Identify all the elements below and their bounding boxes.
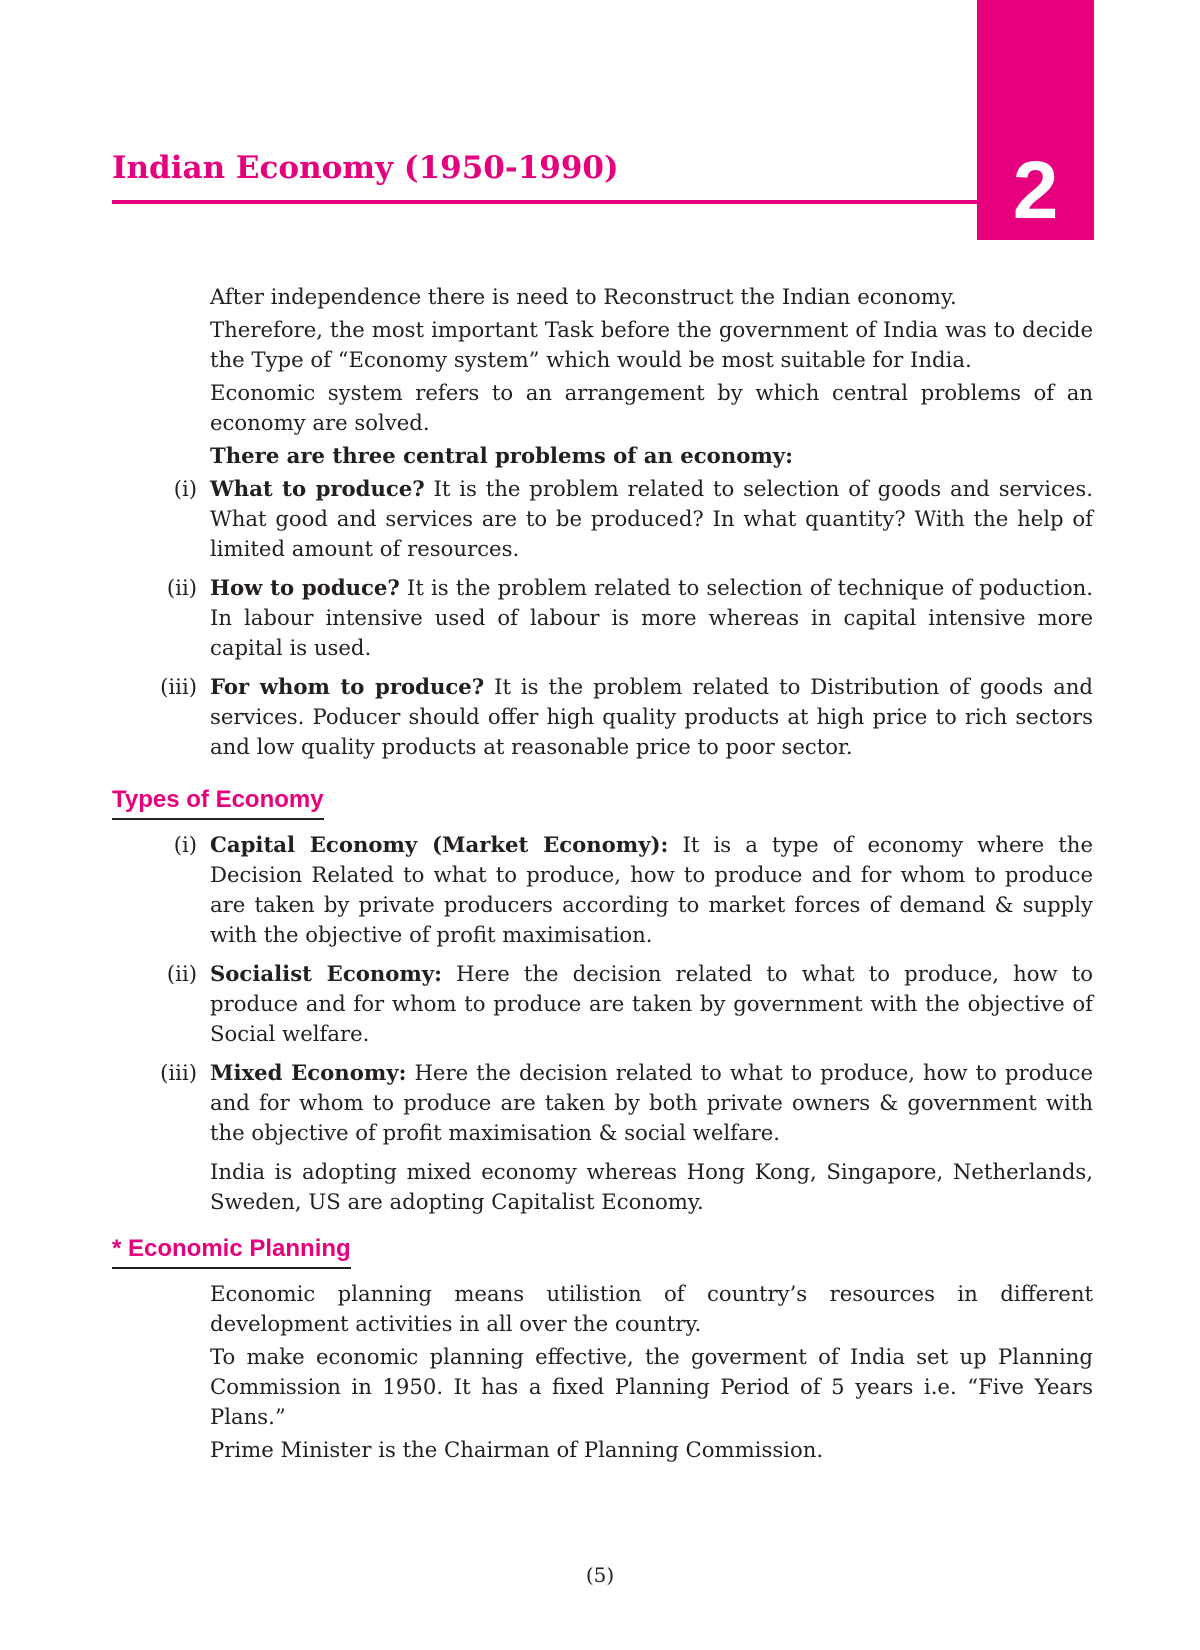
- item-text: Here the decision related to what to produce, how to produce and for whom to produce are taken by government with the objective of Social welfare.: [210, 961, 1093, 1046]
- intro-paragraph: Economic system refers to an arrangement by which central problems of an economy are solved.: [210, 380, 1093, 435]
- page-number: (5): [585, 1563, 615, 1587]
- item-number: (i): [173, 476, 197, 501]
- item-text: It is the problem related to selection of goods and services. What good and services are to be produced? In what quantity? With the help of limited amount of resources.: [210, 476, 1093, 561]
- item-term: Capital Economy (Market Economy):: [210, 832, 669, 857]
- central-problem-item: [166, 573, 1093, 663]
- item-text: It is the problem related to Distribution of goods and services. Poducer should offer high quality products at high price to rich sectors and low quality products at reasonable price to poor sector.: [210, 674, 1093, 759]
- item-number: (iii): [160, 674, 197, 699]
- economy-type-item: [173, 830, 1093, 950]
- item-term: For whom to produce?: [210, 674, 485, 699]
- item-term: How to poduce?: [210, 575, 400, 600]
- item-number: (i): [173, 832, 197, 857]
- intro-paragraph: Therefore, the most important Task before the government of India was to decide the Type of “Economy system” which would be most suitable for India.: [210, 317, 1093, 372]
- planning-paragraph: To make economic planning effective, the goverment of India set up Planning Commission in 1950. It has a fixed Planning Period of 5 years i.e. “Five Years Plans.”: [210, 1344, 1093, 1429]
- chapter-number-box: [977, 0, 1094, 240]
- central-problems-lead: There are three central problems of an economy:: [210, 443, 793, 468]
- item-term: Mixed Economy:: [210, 1060, 407, 1085]
- central-problem-item: [160, 672, 1093, 762]
- title-underline: [112, 200, 978, 204]
- page-content: [112, 282, 1093, 1468]
- economy-type-item: [166, 959, 1093, 1049]
- planning-paragraph: Prime Minister is the Chairman of Planning Commission.: [210, 1437, 824, 1462]
- chapter-number: 2: [1012, 145, 1059, 236]
- economy-type-item: [160, 1058, 1093, 1148]
- item-text: Here the decision related to what to produce, how to produce and for whom to produce are taken by both private owners & government with the objective of profit maximisation & social welfare.: [210, 1060, 1093, 1145]
- item-term: Socialist Economy:: [210, 961, 442, 986]
- item-text: It is the problem related to selection of technique of poduction. In labour intensive used of labour is more whereas in capital intensive more capital is used.: [210, 575, 1093, 660]
- item-number: (ii): [166, 961, 197, 986]
- chapter-title: Indian Economy (1950-1990): [112, 150, 619, 186]
- item-number: (iii): [160, 1060, 197, 1085]
- planning-paragraph: Economic planning means utilistion of country’s resources in different development activities in all over the country.: [210, 1281, 1093, 1336]
- item-term: What to produce?: [210, 476, 425, 501]
- central-problem-item: [173, 474, 1093, 564]
- section-heading-types-of-economy: Types of Economy: [112, 785, 324, 820]
- item-text: It is a type of economy where the Decision Related to what to produce, how to produce and for whom to produce are taken by private producers according to market forces of demand & supply with the objective of profit maximisation.: [210, 832, 1093, 947]
- section-heading-economic-planning: * Economic Planning: [112, 1234, 351, 1269]
- item-number: (ii): [166, 575, 197, 600]
- intro-paragraph: After independence there is need to Reconstruct the Indian economy.: [210, 284, 957, 309]
- economy-note: India is adopting mixed economy whereas Hong Kong, Singapore, Netherlands, Sweden, US are adopting Capitalist Economy.: [210, 1159, 1093, 1214]
